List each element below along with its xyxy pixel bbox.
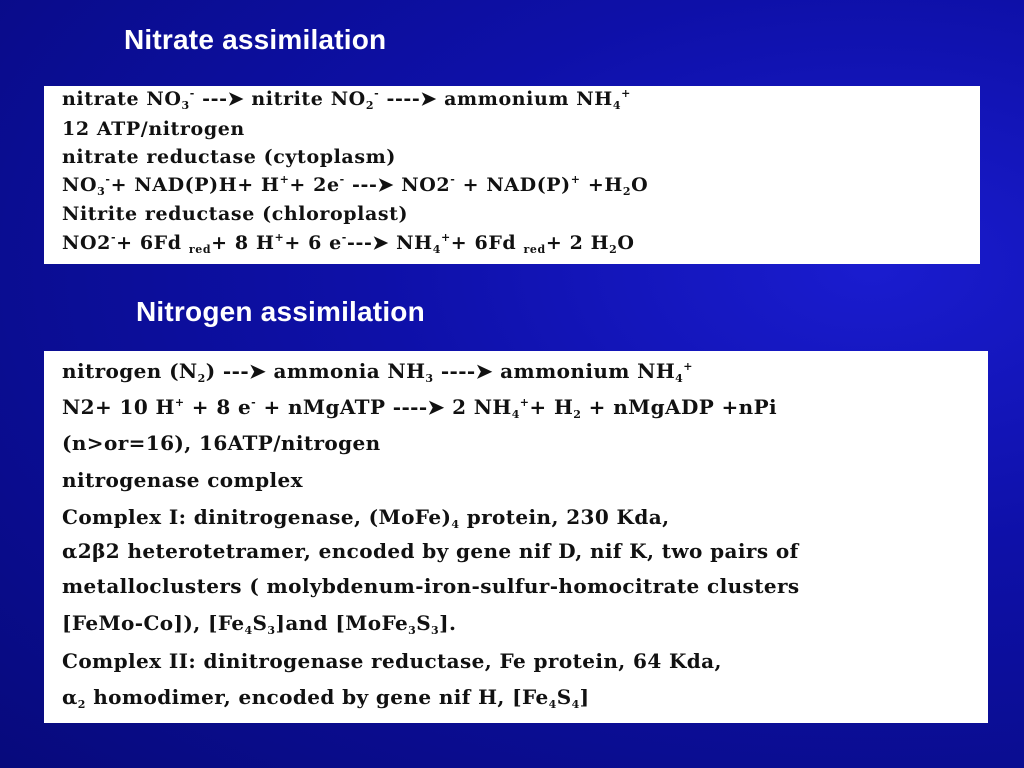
nitrate-assimilation-heading: Nitrate assimilation: [124, 24, 387, 55]
nitrogen-assimilation-heading: Nitrogen assimilation: [136, 296, 425, 327]
nitrite-reduction-equation: NO2-+ 6Fd $_{red}$+ 8 H++ 6 e----➤ $NH_4^++ 6Fd$ $_{red}$+ 2 $H_2O$: [62, 231, 635, 256]
atp-cost-line: 12 ATP/nitrogen: [62, 118, 245, 140]
complex-one-line: Complex I: dinitrogenase, $(MoFe)_4$ protein, 230 Kda,: [62, 505, 670, 531]
nitrogen-assimilation-panel: [44, 351, 988, 723]
complex-two-line: Complex II: dinitrogenase reductase, Fe protein, 64 Kda,: [62, 649, 722, 673]
heterotetramer-line: α2β2 heterotetramer, encoded by gene nif D, nif K, two pairs of: [62, 539, 799, 563]
nitrogen-fixation-equation: N2+ 10 H+ + 8 e- + nMgATP ----➤ 2 $NH_4^++ H_2$ + nMgADP +nPi: [62, 395, 778, 421]
nitrite-reductase-line: Nitrite reductase (chloroplast): [62, 203, 409, 225]
nitrogen-pathway-line: nitrogen $(N_2)$ ---➤ ammonia $NH_3$ ----➤ ammonium $NH_4^+$: [62, 359, 693, 385]
nitrogenase-complex-line: nitrogenase complex: [62, 468, 303, 492]
metalloclusters-line: metalloclusters ( molybdenum-iron-sulfur-homocitrate clusters: [62, 574, 800, 598]
homodimer-line: $\alpha_2$ homodimer, encoded by gene nif H, $[Fe_4S_4]$: [62, 685, 590, 711]
nitrate-reduction-equation: $NO_3^-+ NAD(P)H+ H^++ 2e^-$ ---➤ $NO2^- + NAD(P)^+ +H_2O$: [62, 173, 649, 198]
nitrate-assimilation-panel: [44, 86, 980, 264]
nitrate-reductase-line: nitrate reductase (cytoplasm): [62, 146, 396, 168]
nitrate-pathway-line: nitrate $NO_3^-$ ---➤ nitrite $NO_2^-$ ----➤ ammonium $NH_4^+$: [62, 87, 631, 112]
atp-stoichiometry-line: (n>or=16), 16ATP/nitrogen: [62, 431, 381, 455]
cofactor-line: [FeMo-Co]), $[Fe_4S_3]and$ $[MoFe_3S_3]$.: [62, 611, 457, 637]
